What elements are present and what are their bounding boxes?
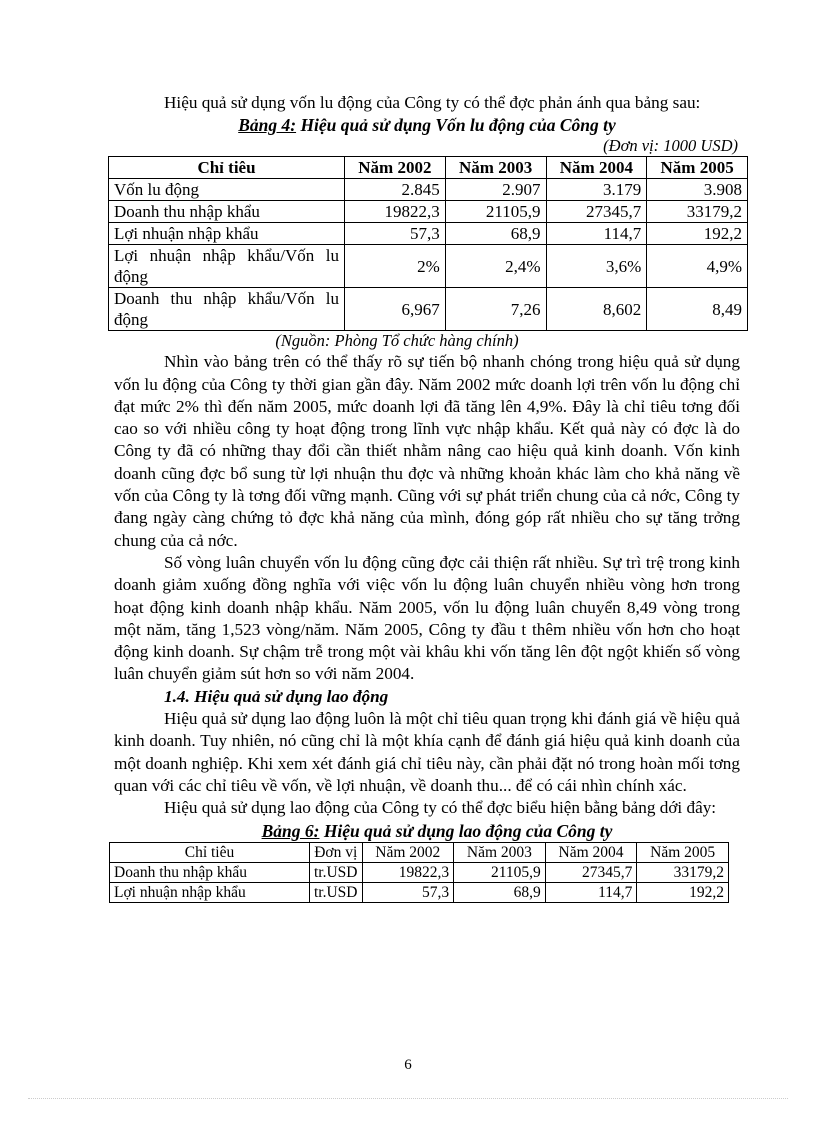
page-bottom-divider [28, 1098, 788, 1099]
table4-caption [114, 114, 740, 136]
row-unit: tr.USD [310, 882, 363, 902]
cell-value: 57,3 [362, 882, 454, 902]
table4-header-cell: Năm 2003 [445, 157, 546, 179]
cell-value: 2.845 [345, 179, 446, 201]
table6-header-cell: Chỉ tiêu [110, 842, 310, 862]
cell-value: 114,7 [546, 223, 647, 245]
cell-value: 3.908 [647, 179, 748, 201]
row-label: Lợi nhuận nhập khẩu [110, 882, 310, 902]
table6-header-cell: Đơn vị [310, 842, 363, 862]
cell-value: 27345,7 [545, 862, 637, 882]
cell-value: 192,2 [647, 223, 748, 245]
table4-header-cell: Năm 2004 [546, 157, 647, 179]
body-paragraph: Nhìn vào bảng trên có thể thấy rõ sự tiến bộ nhanh chóng trong hiệu quả sử dụng vốn lu động của Công ty thời gian gần đây. Năm 2002 mức doanh lợi trên vốn lu động chỉ đạt mức 2% thì đến năm 2005, mức doanh lợi đã tăng lên 4,9%. Đây là chỉ tiêu tơng đối cao so với nhiều công ty hoạt động trong lĩnh vực nhập khẩu. Kết quả này có đợc là do Công ty đã có những thay đổi cần thiết nhằm nâng cao hiệu quả kinh doanh. Vốn kinh doanh cũng đợc bổ sung từ lợi nhuận thu đợc và những khoản khác làm cho khả năng về vốn của Công ty là tơng đối vững mạnh. Cũng với sự phát triển chung của cả nớc, Công ty đang ngày càng chứng tỏ đợc khả năng của mình, đóng góp rất nhiều cho sự tăng trởng chung của cả nớc. [114, 352, 740, 550]
cell-value: 3.179 [546, 179, 647, 201]
cell-value: 4,9% [647, 245, 748, 288]
table-row [109, 201, 748, 223]
table-row [109, 223, 748, 245]
intro-paragraph: Hiệu quả sử dụng vốn lu động của Công ty có thể đợc phản ánh qua bảng sau: [164, 93, 701, 112]
table4-header-row [109, 157, 748, 179]
cell-value: 33179,2 [647, 201, 748, 223]
table-row [109, 288, 748, 331]
table6-header-cell: Năm 2004 [545, 842, 637, 862]
row-label: Doanh thu nhập khẩu [110, 862, 310, 882]
table6-header-row [110, 842, 729, 862]
table4 [108, 156, 748, 331]
body-paragraph: Số vòng luân chuyển vốn lu động cũng đợc cải thiện rất nhiều. Sự trì trệ trong kinh doanh giảm xuống đồng nghĩa với việc vốn lu động luân chuyển nhiều vòng hơn trong hoạt động kinh doanh nhập khẩu. Năm 2005, vốn lu động luân chuyển 8,49 vòng trong một năm, tăng 1,523 vòng/năm. Năm 2005, Công ty đầu t thêm nhiều vốn hơn cho hoạt động kinh doanh. Sự chậm trễ trong một vài khâu khi vốn tăng lên đột ngột khiến số vòng luân chuyển giảm sút hơn so với năm 2004. [114, 552, 740, 684]
row-label: Lợi nhuận nhập khẩu [109, 223, 345, 245]
table-row [109, 179, 748, 201]
cell-value: 2.907 [445, 179, 546, 201]
cell-value: 57,3 [345, 223, 446, 245]
table-row [110, 882, 729, 902]
table4-unit: (Đơn vị: 1000 USD) [603, 136, 738, 156]
row-label: Doanh thu nhập khẩu/Vốn lu động [109, 288, 345, 331]
cell-value: 68,9 [445, 223, 546, 245]
table4-caption-label: Bảng 4: [238, 115, 297, 136]
table6-caption [134, 820, 740, 842]
table6-caption-text: Hiệu quả sử dụng lao động của Công ty [319, 820, 613, 841]
cell-value: 114,7 [545, 882, 637, 902]
cell-value: 192,2 [637, 882, 729, 902]
cell-value: 68,9 [454, 882, 546, 902]
cell-value: 19822,3 [345, 201, 446, 223]
body-paragraph: Hiệu quả sử dụng lao động luôn là một chỉ tiêu quan trọng khi đánh giá về hiệu quả kinh doanh. Tuy nhiên, nó cũng chỉ là một khía cạnh để đánh giá hiệu quả kinh doanh của một doanh nghiệp. Khi xem xét đánh giá chỉ tiêu này, cần phải đặt nó trong hoàn mối tơng quan với các chỉ tiêu về vốn, về lợi nhuận, về doanh thu... để có cái nhìn chính xác. [114, 709, 740, 795]
page-number: 6 [404, 1057, 412, 1073]
cell-value: 8,602 [546, 288, 647, 331]
cell-value: 8,49 [647, 288, 748, 331]
cell-value: 2% [345, 245, 446, 288]
row-label: Lợi nhuận nhập khẩu/Vốn lu động [109, 245, 345, 288]
table4-header-cell: Năm 2002 [345, 157, 446, 179]
section-heading: 1.4. Hiệu quả sử dụng lao động [164, 686, 389, 706]
cell-value: 3,6% [546, 245, 647, 288]
cell-value: 33179,2 [637, 862, 729, 882]
table4-header-cell: Năm 2005 [647, 157, 748, 179]
body-paragraph: Hiệu quả sử dụng lao động của Công ty có thể đợc biểu hiện bằng bảng dới đây: [164, 798, 717, 818]
row-unit: tr.USD [310, 862, 363, 882]
row-label: Vốn lu động [109, 179, 345, 201]
table4-caption-text: Hiệu quả sử dụng Vốn lu động của Công ty [296, 115, 616, 136]
cell-value: 21105,9 [445, 201, 546, 223]
table6-caption-label: Bảng 6: [261, 820, 320, 841]
table6-header-cell: Năm 2002 [362, 842, 454, 862]
table-row [109, 245, 748, 288]
table-row [110, 862, 729, 882]
cell-value: 19822,3 [362, 862, 454, 882]
cell-value: 7,26 [445, 288, 546, 331]
cell-value: 6,967 [345, 288, 446, 331]
table4-source: (Nguồn: Phòng Tổ chức hàng chính) [275, 331, 519, 351]
table6 [109, 842, 729, 903]
row-label: Doanh thu nhập khẩu [109, 201, 345, 223]
cell-value: 2,4% [445, 245, 546, 288]
table4-header-cell: Chỉ tiêu [109, 157, 345, 179]
table6-header-cell: Năm 2005 [637, 842, 729, 862]
cell-value: 21105,9 [454, 862, 546, 882]
document-page [114, 92, 740, 903]
table6-header-cell: Năm 2003 [454, 842, 546, 862]
cell-value: 27345,7 [546, 201, 647, 223]
